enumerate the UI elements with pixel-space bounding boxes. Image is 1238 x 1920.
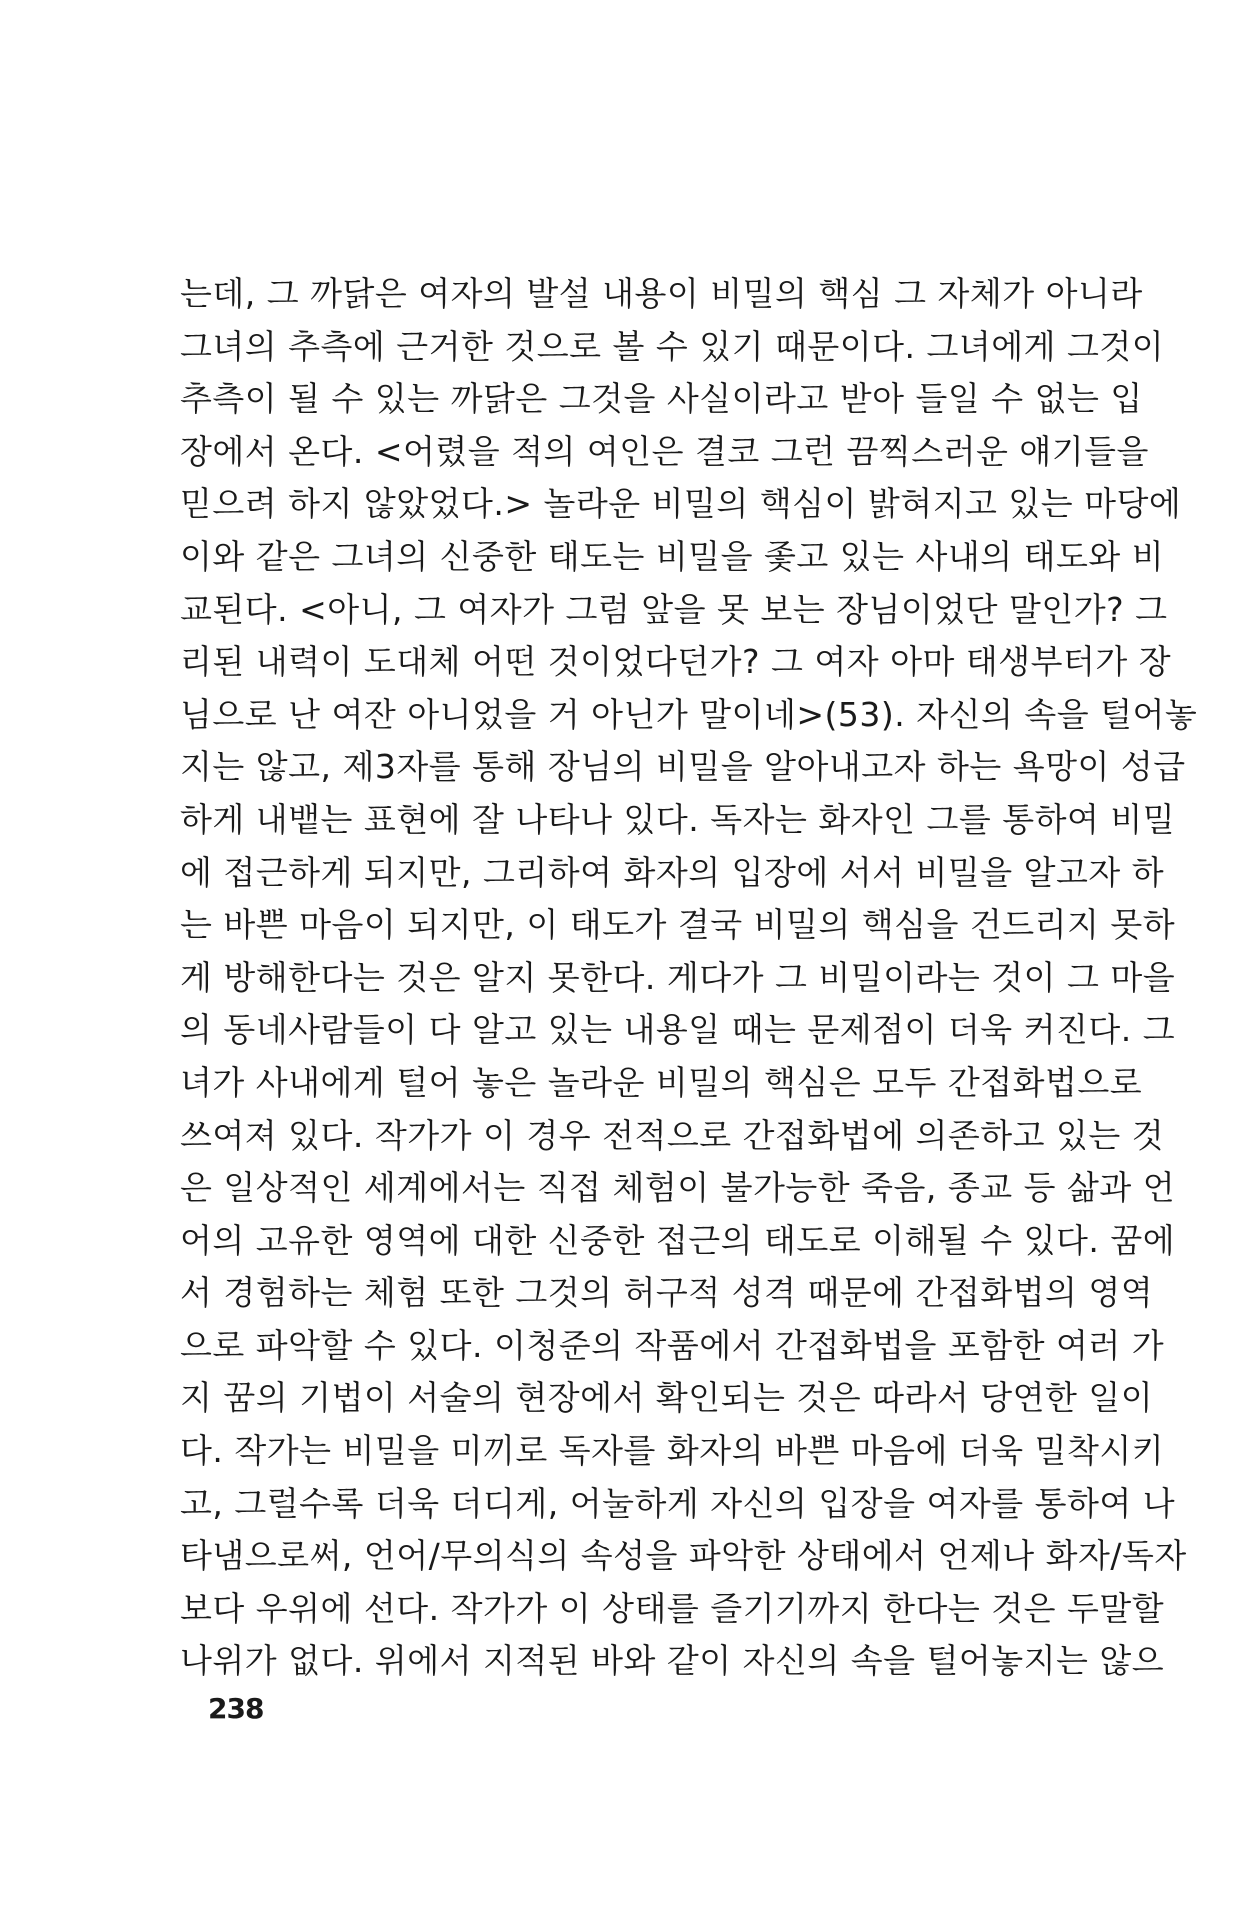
text-line: 으로 파악할 수 있다. 이청준의 작품에서 간접화법을 포함한 여러 가: [180, 1325, 1165, 1365]
text-line: 은 일상적인 세계에서는 직접 체험이 불가능한 죽음, 종교 등 삶과 언: [180, 1168, 1176, 1208]
text-line: 지는 않고, 제3자를 통해 장님의 비밀을 알아내고자 하는 욕망이 성급: [180, 747, 1186, 787]
text-line: 서 경험하는 체험 또한 그것의 허구적 성격 때문에 간접화법의 영역: [180, 1273, 1154, 1313]
text-line: 게 방해한다는 것은 알지 못한다. 게다가 그 비밀이라는 것이 그 마을: [180, 957, 1176, 997]
text-line: 하게 내뱉는 표현에 잘 나타나 있다. 독자는 화자인 그를 통하여 비밀: [180, 799, 1176, 839]
text-line: 고, 그럴수록 더욱 더디게, 어눌하게 자신의 입장을 여자를 통하여 나: [180, 1483, 1176, 1523]
text-line: 리된 내력이 도대체 어떤 것이었다던가? 그 여자 아마 태생부터가 장: [180, 642, 1172, 682]
text-line: 는 바쁜 마음이 되지만, 이 태도가 결국 비밀의 핵심을 건드리지 못하: [180, 905, 1176, 945]
text-line: 이와 같은 그녀의 신중한 태도는 비밀을 좇고 있는 사내의 태도와 비: [180, 536, 1165, 576]
page-number: 238: [208, 1692, 264, 1725]
text-line: 녀가 사내에게 털어 놓은 놀라운 비밀의 핵심은 모두 간접화법으로: [180, 1062, 1143, 1102]
text-line: 나위가 없다. 위에서 지적된 바와 같이 자신의 속을 털어놓지는 않으: [180, 1641, 1165, 1681]
text-line: 보다 우위에 선다. 작가가 이 상태를 즐기기까지 한다는 것은 두말할: [180, 1588, 1165, 1628]
text-line: 지 꿈의 기법이 서술의 현장에서 확인되는 것은 따라서 당연한 일이: [180, 1378, 1154, 1418]
text-line: 타냄으로써, 언어/무의식의 속성을 파악한 상태에서 언제나 화자/독자: [180, 1536, 1187, 1576]
body-text: [180, 268, 1198, 1688]
text-line: 다. 작가는 비밀을 미끼로 독자를 화자의 바쁜 마음에 더욱 밀착시키: [180, 1431, 1165, 1471]
text-line: 님으로 난 여잔 아니었을 거 아닌가 말이네>(53). 자신의 속을 털어놓: [180, 694, 1198, 734]
text-line: 교된다. <아니, 그 여자가 그럼 앞을 못 보는 장님이었단 말인가? 그: [180, 589, 1168, 629]
text-line: 의 동네사람들이 다 알고 있는 내용일 때는 문제점이 더욱 커진다. 그: [180, 1010, 1176, 1050]
text-line: 장에서 온다. <어렸을 적의 여인은 결코 그런 끔찍스러운 얘기들을: [180, 431, 1149, 471]
text-line: 그녀의 추측에 근거한 것으로 볼 수 있기 때문이다. 그녀에게 그것이: [180, 326, 1165, 366]
text-line: 믿으려 하지 않았었다.> 놀라운 비밀의 핵심이 밝혀지고 있는 마당에: [180, 484, 1182, 524]
text-line: 쓰여져 있다. 작가가 이 경우 전적으로 간접화법에 의존하고 있는 것: [180, 1115, 1165, 1155]
text-line: 추측이 될 수 있는 까닭은 그것을 사실이라고 받아 들일 수 없는 입: [180, 379, 1143, 419]
text-line: 는데, 그 까닭은 여자의 발설 내용이 비밀의 핵심 그 자체가 아니라: [180, 274, 1143, 313]
text-line: 어의 고유한 영역에 대한 신중한 접근의 태도로 이해될 수 있다. 꿈에: [180, 1220, 1176, 1260]
text-line: 에 접근하게 되지만, 그리하여 화자의 입장에 서서 비밀을 알고자 하: [180, 852, 1165, 892]
